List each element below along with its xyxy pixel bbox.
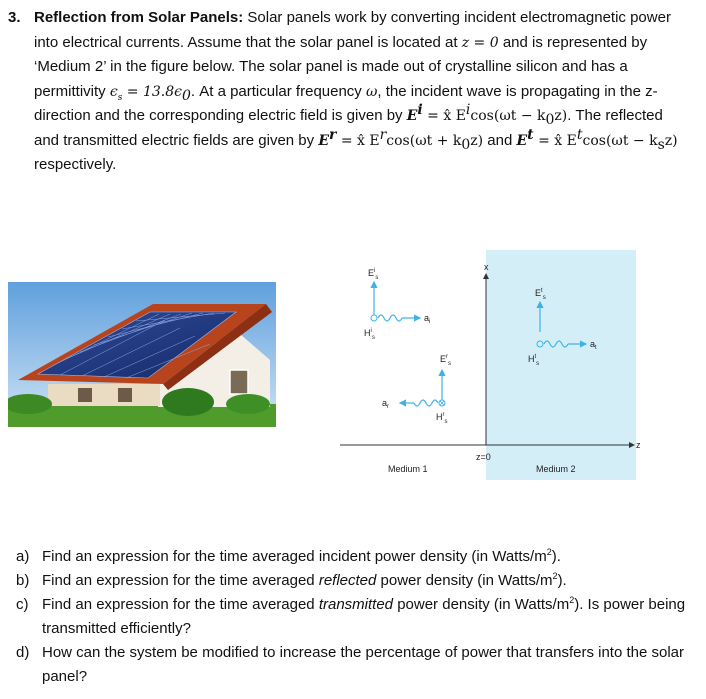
question-d: d) How can the system be modified to increase the percentage of power that transfers into the solar panel? (10, 641, 700, 689)
incident-a-label: $a_i$ (424, 313, 431, 325)
transmitted-h-label: $H^t_s$ (528, 354, 540, 367)
reflected-h-label: $H^r_s$ (436, 412, 448, 425)
question-b: b) Find an expression for the time averaged reflected power density (in Watts/$m^2$). (10, 569, 700, 593)
problem-statement (8, 6, 698, 178)
question-label: c) (16, 596, 29, 613)
wall-lower (48, 384, 160, 406)
text-run: respectively. (34, 156, 117, 173)
bush (162, 388, 214, 416)
math-omega: ω (365, 83, 378, 100)
reflected-a-label: $a_r$ (382, 398, 390, 410)
reflected-wave (414, 400, 438, 406)
solar-house-image (8, 282, 276, 427)
math-permittivity: $\epsilon_s = 13.8\epsilon_0$ (109, 83, 191, 104)
question-list (10, 545, 700, 689)
text-run: and (483, 131, 517, 149)
question-a: a) Find an expression for the time averaged incident power density (in Watts/$m^2$). (10, 545, 700, 569)
window (78, 388, 92, 402)
problem-title: Reflection from Solar Panels: (34, 9, 244, 26)
x-axis-label: x (484, 262, 489, 272)
incident-e-label: $E^i_s$ (368, 268, 379, 281)
z-axis-label: z (636, 440, 641, 450)
text-run: Solar panels work by converting incident electromagnetic power into electrical currents. Assume that the solar panel is located at (34, 9, 671, 51)
incident-wave (378, 315, 402, 321)
text-run: and is represented by ‘Medium 2’ in the figure below. The solar panel is made out of crystalline silicon and has a permittivity (34, 33, 648, 100)
question-c: c) Find an expression for the time averaged transmitted power density (in Watts/$m^2$). Is power being transmitted efficiently? (16, 595, 686, 637)
math-incident-field: $E^i$ = x̂ $E^i\cos(\omega t - k_0z)$ (406, 102, 568, 128)
reflection-diagram (340, 240, 650, 480)
math-reflected-field: $E^r$ = x̂ $E^r\cos(\omega t + k_0z)$ (318, 126, 484, 153)
transmitted-a-label: $a_t$ (590, 339, 597, 351)
incident-h-dot (371, 315, 377, 321)
transmitted-e-label: $E^t_s$ (535, 288, 546, 301)
math-z0: z = 0 (461, 34, 499, 51)
text-run: . At a particular frequency (190, 82, 366, 100)
question-label: d) (16, 644, 30, 661)
math-transmitted-field: $E^t$ = x̂ $E^t\cos(\omega t - k_sz)$ (516, 126, 678, 153)
medium2-label: Medium 2 (536, 464, 576, 474)
problem-text (34, 6, 684, 178)
medium1-label: Medium 1 (388, 464, 428, 474)
question-label: b) (16, 572, 30, 589)
question-label: a) (16, 548, 30, 565)
reflected-e-label: $E^r_s$ (440, 354, 452, 367)
text-run: . The reflected and transmitted electric fields are given by (34, 107, 663, 149)
text-run: , the incident wave is propagating in the z-direction and the corresponding electric field is given by (34, 82, 658, 124)
window (230, 370, 248, 394)
window (118, 388, 132, 402)
z0-label: z=0 (476, 452, 491, 462)
bush (226, 394, 270, 414)
incident-h-label: $H^i_s$ (364, 328, 375, 341)
problem-number: 3. (8, 9, 21, 26)
